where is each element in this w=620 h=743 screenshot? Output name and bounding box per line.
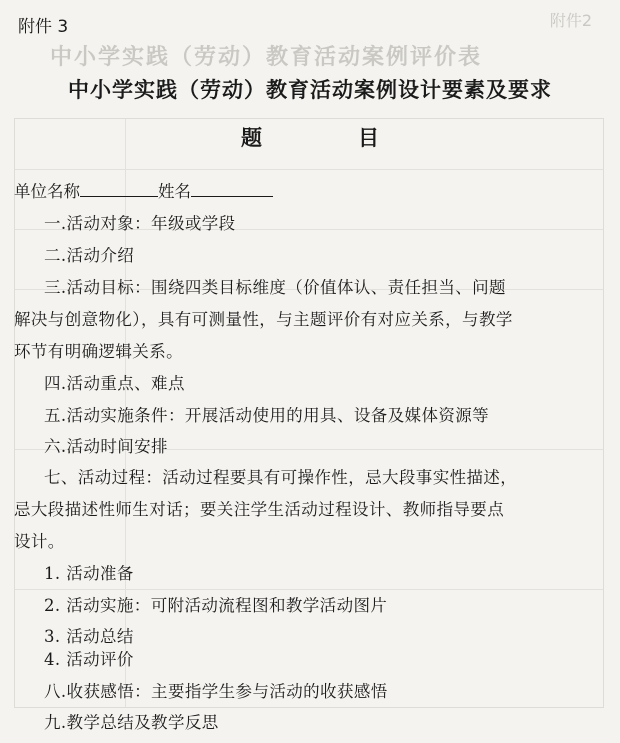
subject-heading <box>0 122 620 152</box>
item-3-goals-line-2: 解决与创意物化），具有可测量性，与主题评价有对应关系，与教学 <box>14 310 513 329</box>
unit-name-label: 单位名称 <box>14 182 80 201</box>
item-6-schedule: 六.活动时间安排 <box>44 437 168 456</box>
annex-label: 附件 3 <box>18 17 69 37</box>
sub-item-4-evaluation: 4. 活动评价 <box>44 650 134 669</box>
item-7-process-line-1: 七、活动过程：活动过程要具有可操作性，忌大段事实性描述， <box>44 468 518 487</box>
item-3-goals-line-3: 环节有明确逻辑关系。 <box>14 342 183 361</box>
item-3-goals-line-1: 三.活动目标：围绕四类目标维度（价值体认、责任担当、问题 <box>44 278 506 297</box>
item-7-process-line-2: 忌大段描述性师生对话；要关注学生活动过程设计、教师指导要点 <box>14 500 505 519</box>
bleed-through-title: 中小学实践（劳动）教育活动案例评价表 <box>50 45 483 70</box>
name-label: 姓名 <box>158 182 191 201</box>
sub-item-2-implementation: 2. 活动实施：可附活动流程图和教学活动图片 <box>44 596 388 615</box>
sub-item-1-preparation: 1. 活动准备 <box>44 564 134 583</box>
name-blank <box>191 180 273 197</box>
item-8-reflections: 八.收获感悟：主要指学生参与活动的收获感悟 <box>44 682 388 701</box>
subject-char-2: 目 <box>358 126 379 150</box>
item-7-process-line-3: 设计。 <box>14 532 65 551</box>
item-2-intro: 二.活动介绍 <box>44 246 135 265</box>
item-9-teaching-summary: 九.教学总结及教学反思 <box>44 713 219 732</box>
sub-item-3-summary: 3. 活动总结 <box>44 627 134 646</box>
subject-char-1: 题 <box>241 126 262 150</box>
item-5-conditions: 五.活动实施条件：开展活动使用的用具、设备及媒体资源等 <box>44 406 490 425</box>
meta-line <box>14 178 273 202</box>
item-1-target: 一.活动对象：年级或学段 <box>44 214 236 233</box>
item-4-key-points: 四.活动重点、难点 <box>44 374 185 393</box>
bleed-through-annex-label: 附件2 <box>549 11 592 30</box>
document-title: 中小学实践（劳动）教育活动案例设计要素及要求 <box>68 78 552 102</box>
unit-name-blank <box>80 180 158 197</box>
